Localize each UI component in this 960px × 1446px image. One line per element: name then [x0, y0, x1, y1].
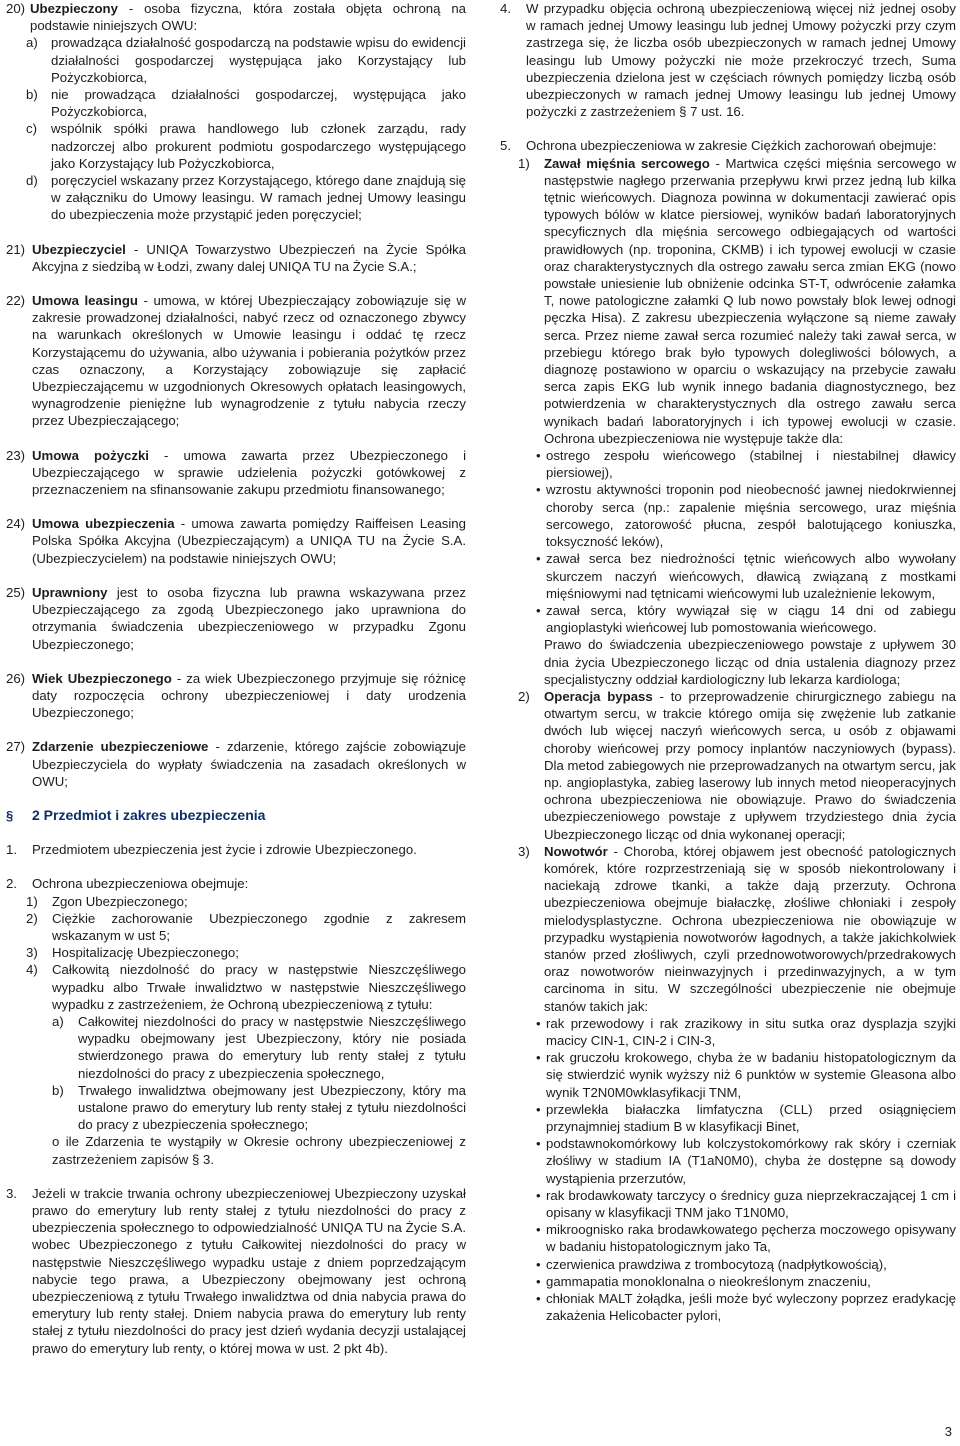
illness-3-cancer: 3) Nowotwór - Choroba, której objawem jest obecność patologicznych komórek, które rozprzestrzeniają się w sposób niekontrolowany i naciekają zdrowe tkanki, a także dają przerzuty. Ochrona ubezpieczeniowa obejmuje białaczkę, złośliwe chłoniaki i zespoły mielodysplastyczne. Ochrona ubezpieczeniowa nie obowiązuje w przypadku wystąpienia nowotworów łagodnych, a także jakichkolwiek stanów przed złośliwych, czyli przednowotworowych/przedrakowych oraz nowotworów nieinwazyjnych i przedinwazyjnych, a w tym carcinoma in situ. W szczególności ubezpieczenie nie obejmuje stanów takich jak:: [518, 843, 956, 1014]
list-item: [500, 1187, 956, 1221]
list-item-text: gammapatia monoklonalna o nieokreślonym znaczeniu,: [546, 1273, 871, 1289]
list-item: [500, 1015, 956, 1049]
list-item: [500, 1256, 956, 1273]
list-item-text: rak gruczołu krokowego, chyba że w badaniu histopatologicznym da się stwierdzić wynik wyższy niż 6 punktów w systemie Gleasona albo wynik T2N0M0wklasyfikacji TNM,: [546, 1050, 956, 1100]
list-item-text: czerwienica prawdziwa z trombocytozą (nadpłytkowością),: [546, 1256, 887, 1272]
list-item-text: zawał serca bez niedrożności tętnic wieńcowych albo wywołany skurczem naczyń wieńcowych, dławicą związaną z mostkami mięśniowymi nad tętnicami wieńcowymi lub uzależnienie lekowym,: [546, 551, 956, 601]
term-nowotwor: Nowotwór: [544, 843, 608, 859]
list-item-text: wzrostu aktywności troponin pod nieobecność jawnej niedokrwiennej choroby serca (np.: zapalenie mięśnia sercowego, uraz mięśnia sercowego, zatorowość płucna, zespół balotującego koniuszka, toksyczność leków),: [546, 482, 956, 550]
definition-27: 27) Zdarzenie ubezpieczeniowe - zdarzenie, którego zajście zobowiązuje Ubezpieczyciela do wypłaty świadczenia na zasadach określonych w OWU;: [6, 739, 466, 789]
definition-24: 24) Umowa ubezpieczenia - umowa zawarta pomiędzy Raiffeisen Leasing Polska Spółka Akcyjna (Ubezpieczającym) a UNIQA TU na Życie S.A. (Ubezpieczycielem) na podstawie niniejszych OWU;: [6, 516, 466, 566]
term-zdarzenie-ubezpieczeniowe: Zdarzenie ubezpieczeniowe: [32, 739, 209, 755]
illness-2-bypass: 2) Operacja bypass - to przeprowadzenie chirurgicznego zabiegu na otwartym sercu, w trakcie którego omija się zwężenie lub zatkanie dwóch lub więcej naczyń wieńcowych serca, u osób z objawami choroby wieńcowej przy pomocy inplantów naczyniowych (bypass). Dla metod zabiegowych nie przeprowadzanych na otwartym sercu, jak np. angioplastyka, zabieg laserowy lub innych metod nieoperacyjnych ochrona ubezpieczeniowa nie obowiązuje. Prawo do świadczenia ubezpieczeniowego powstaje z upływem trzydziestego dnia życia Ubezpieczonego licząc od dnia wykonanej operacji;: [518, 688, 956, 842]
list-item: [500, 1135, 956, 1187]
definition-23: 23) Umowa pożyczki - umowa zawarta przez Ubezpieczonego i Ubezpieczającego w sprawie udzielenia pożyczki gotówkowej z przeznaczeniem na sfinansowanie zakupu przedmiotu finansowanego;: [6, 447, 466, 498]
paragraph-2-item-4-a: a) Całkowitej niezdolności do pracy w następstwie Nieszczęśliwego wypadku obejmowany jest Ubezpieczony, który nie posiada stwierdzonego prawa do emerytury lub renty stałej z tytułu niezdolności do pracy z ubezpieczenia społecznego,: [52, 1013, 466, 1081]
right-column: [500, 0, 956, 1324]
list-item-text: rak przewodowy i rak zrazikowy in situ sutka oraz dysplazja szyjki macicy CIN-1, CIN-2 i CIN-3,: [546, 1015, 956, 1048]
bullet-icon: •: [536, 1222, 541, 1238]
definition-22: 22) Umowa leasingu - umowa, w której Ubezpieczający zobowiązuje się w zakresie prowadzonej działalności, nabyć rzecz od oznaczonego zbywcy na warunkach określonych w Umowie leasingu i oddać tę rzecz Korzystającemu do używania, albo używania i pobierania pożytków przez czas oznaczony, a Korzystający zobowiązuje się zapłacić Ubezpieczającemu w uzgodnionych Okresowych opłatach leasingowych, wynagrodzenie pieniężne lub wynagrodzenie z tytułu nabycia rzeczy przez Ubezpieczającego;: [6, 293, 467, 429]
paragraph-2: 2. Ochrona ubezpieczeniowa obejmuje:: [6, 876, 249, 892]
term-zawal: Zawał mięśnia sercowego: [544, 155, 710, 171]
bullet-icon: •: [536, 1050, 541, 1066]
definition-20-d: d) poręczyciel wskazany przez Korzystającego, którego dane znajdują się w załączniku do Umowy leasingu. W ramach jednej Umowy leasingu do ubezpieczenia może przystąpić jeden poręczyciel;: [26, 173, 466, 223]
paragraph-2-item-4-b: b) Trwałego inwalidztwa obejmowany jest Ubezpieczony, który ma ustalone prawo do emerytury lub renty stałej z tytułu niezdolności do pracy z ubezpieczenia społecznego;: [52, 1082, 466, 1133]
bullet-icon: •: [536, 551, 541, 567]
list-item: [500, 602, 956, 636]
term-umowa-leasingu: Umowa leasingu: [32, 293, 138, 309]
list-item-text: ostrego zespołu wieńcowego (stabilnej i niestabilnej dławicy piersiowej),: [546, 448, 956, 481]
list-item-text: przewlekła białaczka limfatyczna (CLL) przed osiągnięciem przynajmniej stadium B w klasyfikacji Binet,: [546, 1101, 956, 1134]
list-item-text: chłoniak MALT żołądka, jeśli może być wyleczony poprzez eradykację zakażenia Helicobacter pylori,: [546, 1291, 956, 1324]
paragraph-4: 4. W przypadku objęcia ochroną ubezpieczeniową więcej niż jednej osoby w ramach jednej Umowy leasingu lub jednej Umowy pożyczki przy czym zastrzega się, że liczba osób ubezpieczonych w ramach jednej Umowy leasingu lub Umowy pożyczki nie może przekroczyć trzech, Suma ubezpieczenia dzielona jest w częściach równych pomiędzy liczbą osób ubezpieczonych w ramach jednej Umowy leasingu lub jednej Umowy pożyczki z zastrzeżeniem § 7 ust. 16.: [500, 1, 956, 120]
bullet-icon: •: [536, 1256, 541, 1272]
list-item: [500, 1290, 956, 1324]
bullet-icon: •: [536, 1101, 541, 1117]
definition-25: 25) Uprawniony jest to osoba fizyczna lub prawna wskazywana przez Ubezpieczającego za zgodą Ubezpieczonego jako uprawniona do otrzymania świadczenia ubezpieczeniowego w przypadku Zgonu Ubezpieczonego;: [6, 584, 466, 652]
list-item: [500, 481, 956, 550]
paragraph-2-item-4-tail: o ile Zdarzenia te wystąpiły w Okresie ochrony ubezpieczeniowej z zastrzeżeniem zapisów § 3.: [52, 1134, 466, 1167]
paragraph-1: 1. Przedmiotem ubezpieczenia jest życie i zdrowie Ubezpieczonego.: [6, 842, 417, 858]
paragraph-5: 5. Ochrona ubezpieczeniowa w zakresie Ciężkich zachorowań obejmuje:: [500, 138, 937, 154]
paragraph-2-item-2: 2) Ciężkie zachorowanie Ubezpieczonego zgodnie z zakresem wskazanym w ust 5;: [26, 910, 466, 943]
paragraph-2-item-3: 3) Hospitalizację Ubezpieczonego;: [26, 945, 239, 961]
heart-attack-exclusions-list: [500, 447, 956, 636]
list-item: [500, 1221, 956, 1255]
bullet-icon: •: [536, 602, 541, 618]
term-ubezpieczony: Ubezpieczony: [30, 1, 118, 16]
paragraph-2-item-1: 1) Zgon Ubezpieczonego;: [26, 893, 188, 909]
list-item: [500, 447, 956, 481]
paragraph-2-item-4: 4) Całkowitą niezdolność do pracy w następstwie Nieszczęśliwego wypadku albo Trwałe inwalidztwo w następstwie Nieszczęśliwego wypadku z zastrzeżeniem, że Ochroną ubezpieczeniową z tytułu:: [26, 962, 466, 1012]
bullet-icon: •: [536, 1273, 541, 1289]
bullet-icon: •: [536, 482, 541, 498]
definition-20-c: c) wspólnik spółki prawa handlowego lub członek zarządu, rady nadzorczej albo prokurent podmiotu gospodarczego występującego jako Korzystający lub Pożyczkobiorca,: [26, 121, 466, 171]
term-ubezpieczyciel: Ubezpieczyciel: [32, 241, 126, 257]
bullet-icon: •: [536, 1136, 541, 1152]
list-item: [500, 550, 956, 602]
definition-21: 21) Ubezpieczyciel - UNIQA Towarzystwo Ubezpieczeń na Życie Spółka Akcyjna z siedzibą w Łodzi, zwany dalej UNIQA TU na Życie S.A.;: [6, 241, 466, 274]
term-uprawniony: Uprawniony: [32, 584, 108, 600]
page-number: 3: [944, 1423, 952, 1439]
list-item-text: podstawnokomórkowy lub kolczystokomórkowy rak skóry i czerniak złośliwy w stadium IA (T1aN0M0), chyba że dostępne są dowody wystąpienia przerzutów,: [546, 1136, 956, 1186]
definition-20-a: a) prowadząca działalność gospodarczą na podstawie wpisu do ewidencji działalności gospodarczej występująca jako Korzystający lub Pożyczkobiorca,: [26, 35, 466, 85]
definition-20-b: b) nie prowadząca działalności gospodarczej, występująca jako Pożyczkobiorca,: [26, 87, 466, 120]
term-umowa-pozyczki: Umowa pożyczki: [32, 447, 149, 463]
bullet-icon: •: [536, 1291, 541, 1307]
list-item-text: mikroognisko raka brodawkowatego pęcherza moczowego opisywany w badaniu histopatologicznym jako Ta,: [546, 1222, 956, 1255]
list-item-text: rak brodawkowaty tarczycy o średnicy guza nieprzekraczającej 1 cm i opisany w klasyfikacji TNM jako T1N0M0,: [546, 1187, 956, 1221]
illness-1-heart-attack: 1) Zawał mięśnia sercowego - Martwica części mięśnia sercowego w następstwie nagłego przerwania przepływu krwi przez jedną lub kilka tętnic wieńcowych. Diagnoza powinna w dokumentacji zawierać opis typowych bólów w klatce piersiowej, wyników badań laboratoryjnych specyficznych dla mięśnia sercowego odbiegających od wartości prawidłowych (np. troponina, CKMB) i ich typowej ewolucji w czasie oraz charakterystycznych dla ostrego zawału serca zmian EKG (nowo powstałe uniesienie lub obniżenie odcinka ST-T, odwrócenie załamka T, nowe patologiczne załamki Q lub nowo powstały blok lewej odnogi pęczka Hisa). Z zakresu ubezpieczenia wyłączone są nieme zawały serca. Przez nieme zawał serca rozumieć należy taki zawał serca, w przebiegu którego brak było typowych dolegliwości bólowych, a diagnozę postawiono w oparciu o wskazujący na przebycie zawału serca zapis EKG lub wynik innego badania diagnostycznego, bez potwierdzenia w charakterystycznych dla ostrego zawału serca wynikach badań laboratoryjnych i ich typowej ewolucji w czasie. Ochrona ubezpieczeniowa nie występuje także dla:: [518, 155, 956, 446]
section-icon: §: [6, 807, 14, 823]
list-item: [500, 1273, 956, 1290]
heart-attack-tail: Prawo do świadczenia ubezpieczeniowego powstaje z upływem 30 dnia życia Ubezpieczonego licząc od dnia ustalenia diagnozy przez specjalistyczny oddział kardiologiczny lub lekarza kardiologa;: [544, 637, 956, 687]
bullet-icon: •: [536, 1187, 541, 1203]
cancer-exclusions-list: [500, 1015, 956, 1325]
section-title: 2 Przedmiot i zakres ubezpieczenia: [32, 806, 266, 823]
term-umowa-ubezpieczenia: Umowa ubezpieczenia: [32, 516, 175, 532]
section-heading: [6, 807, 466, 824]
list-item: [500, 1049, 956, 1101]
paragraph-3: 3. Jeżeli w trakcie trwania ochrony ubezpieczeniowej Ubezpieczony uzyskał prawo do emerytury lub renty stałej z tytułu niezdolności do pracy z ubezpieczenia społecznego to odpowiedzialność UNIQA TU na Życie S.A. wobec Ubezpieczonego z tytułu Całkowitej niezdolności do pracy w następstwie Nieszczęśliwego wypadku ustaje z dniem poprzedzającym nabycie tego prawa, a Ubezpieczony obejmowany jest ochroną ubezpieczeniową z tytułu Trwałego inwalidztwa od dnia nabycia prawa do emerytury lub renty stałej. Dniem nabycia prawa do emerytury lub renty stałej z tytułu niezdolności do pracy jest dzień wydania decyzji ustalającej prawo do emerytury lub renty, o której mowa w ust. 2 pkt 4b).: [6, 1185, 466, 1356]
list-item-text: zawał serca, który wywiązał się w ciągu 14 dni od zabiegu angioplastyki wieńcowej lub pomostowania wieńcowego.: [546, 602, 956, 636]
bullet-icon: •: [536, 1015, 541, 1031]
term-bypass: Operacja bypass: [544, 688, 653, 704]
left-column: [6, 0, 466, 1357]
definition-20: 20) Ubezpieczony - osoba fizyczna, która została objęta ochroną na podstawie niniejszych OWU:: [6, 1, 466, 34]
term-wiek-ubezpieczonego: Wiek Ubezpieczonego: [32, 670, 172, 686]
list-item: [500, 1101, 956, 1135]
bullet-icon: •: [536, 448, 541, 464]
definition-26: 26) Wiek Ubezpieczonego - za wiek Ubezpieczonego przyjmuje się różnicę daty rozpoczęcia ochrony ubezpieczeniowej i daty urodzenia Ubezpieczonego;: [6, 670, 466, 721]
